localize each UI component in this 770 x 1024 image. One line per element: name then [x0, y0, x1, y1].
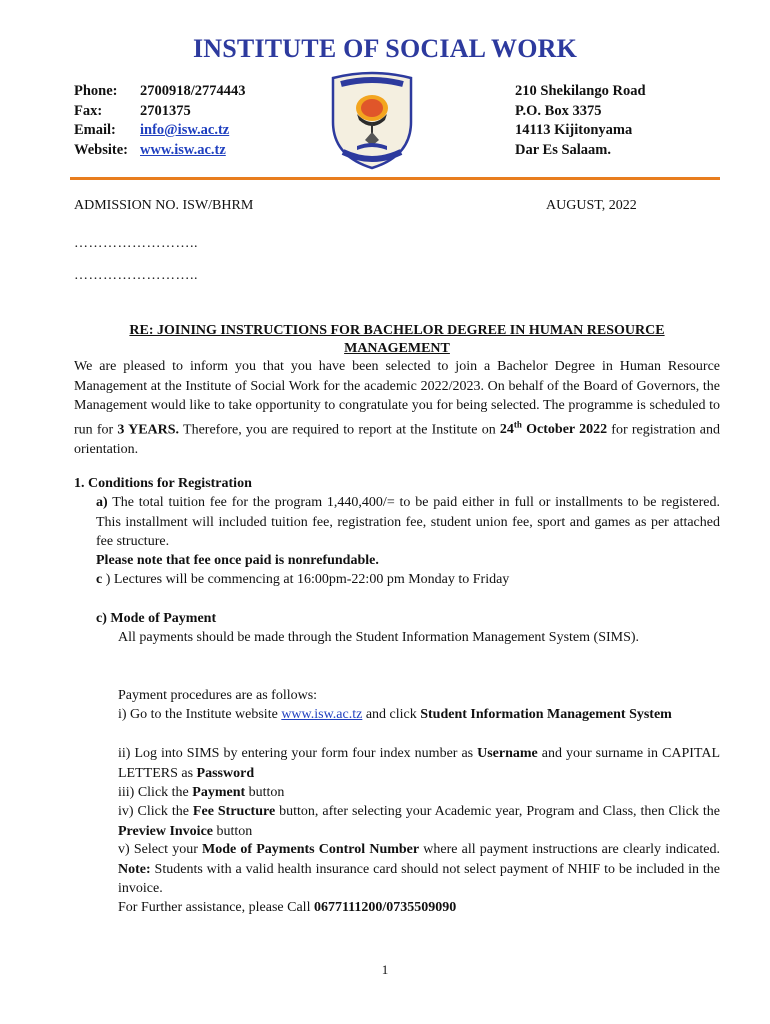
- subject-line-2: MANAGEMENT: [344, 341, 450, 356]
- condition-a: a) The total tuition fee for the program 1,440,400/= to be paid either in full or installments to be registered. This installment will included tuition fee, registration fee, student union fee, sport and games as per attached fee structure.: [96, 495, 720, 549]
- report-date: 24th October 2022: [499, 419, 608, 438]
- fax-value: 2701375: [140, 102, 191, 119]
- address-placeholder: ……………………..: [74, 268, 198, 283]
- page-number: 1: [381, 962, 389, 977]
- payment-step-2: ii) Log into SIMS by entering your form four index number as Username and your surname in CAPITAL LETTERS as Password: [118, 746, 720, 781]
- program-duration: 3 YEARS.: [117, 422, 180, 438]
- refund-note: Please note that fee once paid is nonrefundable.: [96, 553, 379, 568]
- header-divider: [70, 177, 720, 180]
- subject-line-1: RE: JOINING INSTRUCTIONS FOR BACHELOR DEGREE IN HUMAN RESOURCE: [129, 323, 665, 338]
- payment-step-3: iii) Click the Payment button: [118, 785, 285, 800]
- website-link[interactable]: www.isw.ac.tz: [140, 141, 226, 158]
- website-link-inline[interactable]: www.isw.ac.tz: [281, 707, 363, 722]
- payment-step-4: iv) Click the Fee Structure button, after selecting your Academic year, Program and Class, then Click the Preview Invoice button: [118, 804, 721, 839]
- payment-heading: c) Mode of Payment: [96, 611, 217, 626]
- letter-date: AUGUST, 2022: [546, 198, 637, 213]
- address-line: Dar Es Salaam.: [515, 141, 612, 158]
- phone-value: 2700918/2774443: [140, 83, 246, 99]
- institute-logo: [327, 70, 417, 170]
- payment-step-5: v) Select your Mode of Payments Control Number where all payment instructions are clearly indicated. Note: Students with a valid health insurance card should not select payment of NHIF to be included in the invoice.: [118, 842, 721, 896]
- helpline-number: 0677111200/0735509090: [313, 900, 457, 915]
- address-line: 14113 Kijitonyama: [515, 122, 633, 138]
- subject-line: [74, 322, 720, 358]
- website-label: Website:: [74, 141, 128, 158]
- admission-number: ADMISSION NO. ISW/BHRM: [74, 198, 254, 213]
- payment-step-1: i) Go to the Institute website www.isw.ac.tz and click Student Information Management System: [118, 707, 672, 722]
- address-line: P.O. Box 3375: [515, 102, 602, 119]
- contact-block: [74, 82, 246, 160]
- address-line: 210 Shekilango Road: [515, 83, 646, 99]
- institute-title: INSTITUTE OF SOCIAL WORK: [192, 34, 578, 63]
- conditions-heading: 1. Conditions for Registration: [74, 476, 252, 491]
- address-block: [515, 82, 646, 160]
- name-placeholder: ……………………..: [74, 236, 198, 251]
- email-link[interactable]: info@isw.ac.tz: [140, 122, 230, 138]
- fax-label: Fax:: [74, 102, 103, 119]
- payment-intro: All payments should be made through the Student Information Management System (SIMS).: [118, 630, 640, 645]
- payment-procedures-label: Payment procedures are as follows:: [118, 688, 318, 703]
- phone-label: Phone:: [74, 83, 118, 99]
- condition-c: c ) Lectures will be commencing at 16:00pm-22:00 pm Monday to Friday: [96, 572, 510, 587]
- intro-paragraph: We are pleased to inform you that you have been selected to join a Bachelor Degree in Human Resource Management at the Institute of Social Work for the academic 2022/2023. On behalf of the Board of Governors, the Management would like to take opportunity to congratulate you for being selected. The programme is scheduled to run for 3 YEARS. Therefore, you are required to report at the Institute on 24th October 2022 for registration and orientation.: [74, 359, 721, 457]
- payment-assistance: For Further assistance, please Call 0677111200/0735509090: [118, 900, 457, 915]
- email-label: Email:: [74, 122, 116, 138]
